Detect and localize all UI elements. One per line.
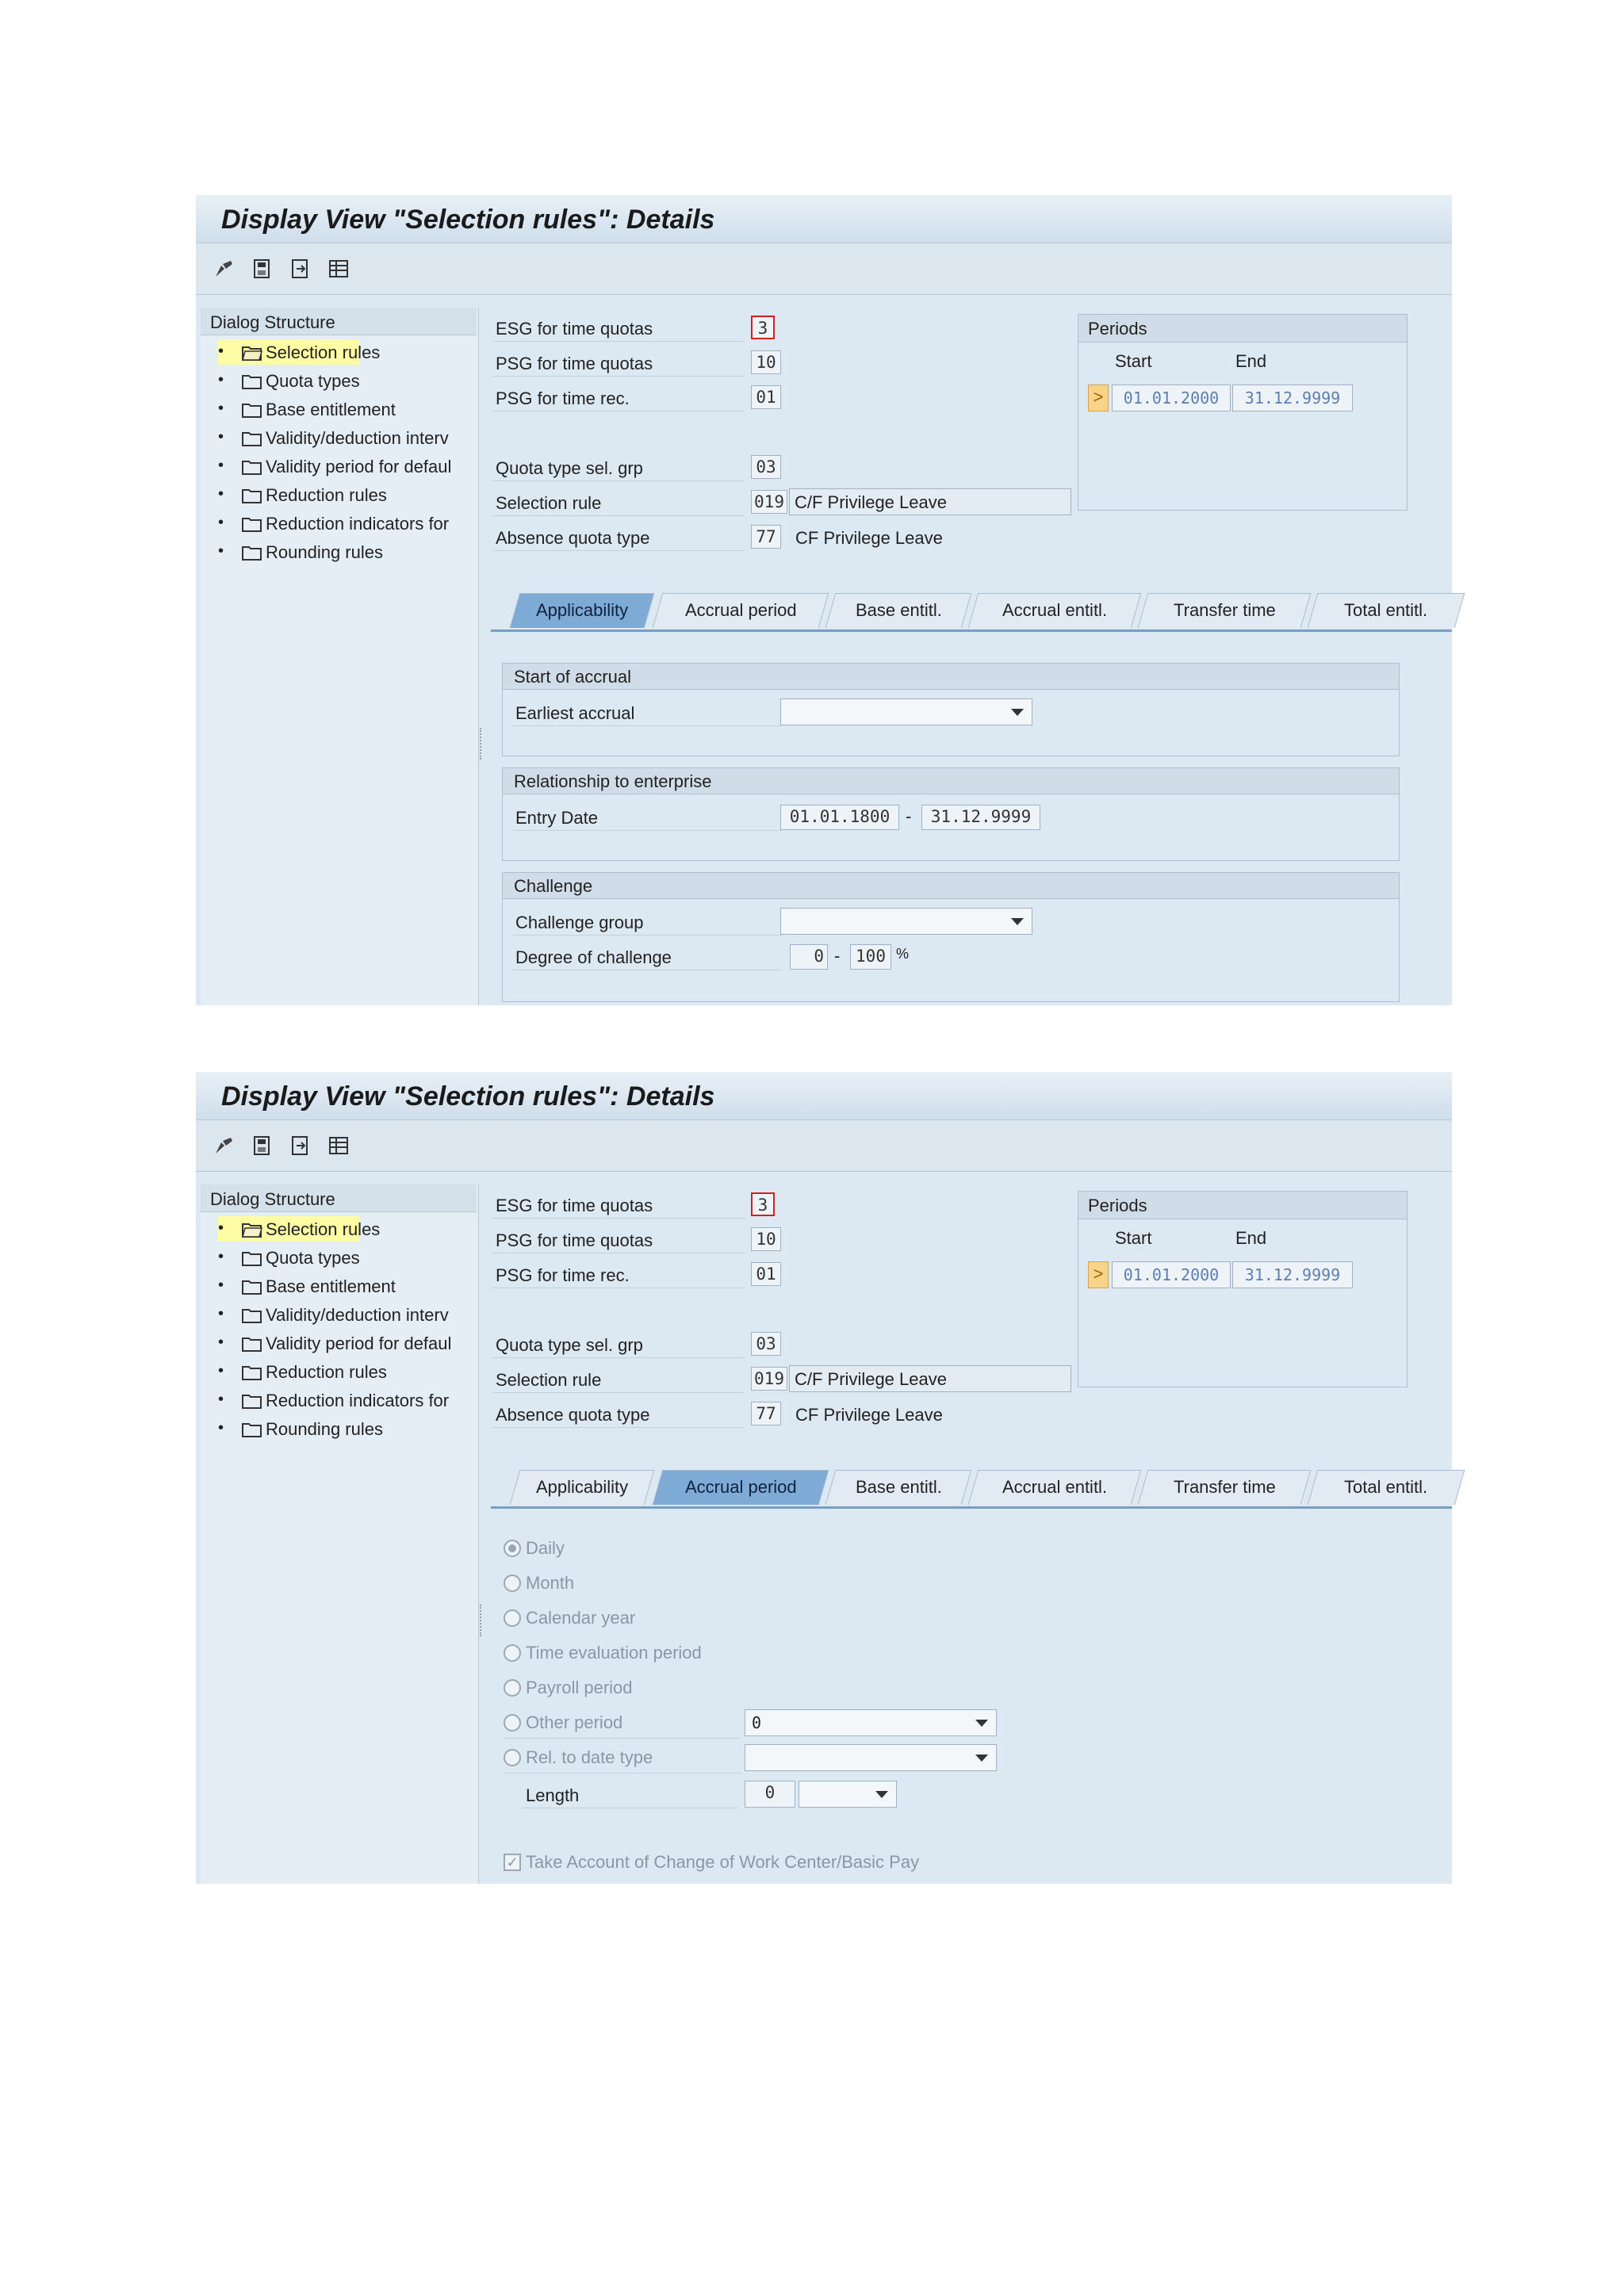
selection-rule-desc: C/F Privilege Leave xyxy=(789,1365,1071,1392)
radio-button[interactable] xyxy=(504,1749,521,1766)
group-title: Challenge xyxy=(514,876,593,896)
open-folder-icon xyxy=(242,345,262,361)
esg-field[interactable]: 3 xyxy=(751,316,775,339)
folder-icon xyxy=(242,1422,262,1437)
psg-quotas-label: PSG for time quotas xyxy=(492,1224,745,1253)
start-header: Start xyxy=(1115,1228,1152,1248)
periods-title: Periods xyxy=(1088,319,1147,339)
tree-item-base-entitlement[interactable]: • Base entitlement xyxy=(218,1276,396,1296)
folder-icon xyxy=(242,545,262,561)
tab-transfer-time[interactable]: Transfer time xyxy=(1138,593,1312,628)
period-end-field[interactable]: 31.12.9999 xyxy=(1232,385,1353,411)
absence-quota-desc: CF Privilege Leave xyxy=(795,528,943,548)
splitter-handle[interactable] xyxy=(480,1605,484,1636)
degree-from-field[interactable]: 0 xyxy=(790,944,828,970)
save-icon[interactable] xyxy=(251,1135,274,1157)
quota-grp-field[interactable]: 03 xyxy=(751,455,781,479)
title-bar xyxy=(196,195,1452,243)
esg-label: ESG for time quotas xyxy=(492,312,745,342)
start-of-accrual-group xyxy=(502,663,1400,756)
open-folder-icon xyxy=(242,1222,262,1238)
challenge-group-dropdown[interactable] xyxy=(780,908,1032,935)
esg-field[interactable]: 3 xyxy=(751,1192,775,1216)
save-icon[interactable] xyxy=(251,258,274,280)
tab-base-entitl[interactable]: Base entitl. xyxy=(825,1470,972,1505)
esg-label: ESG for time quotas xyxy=(492,1189,745,1219)
radio-rel-to-date-type[interactable]: Rel. to date type xyxy=(504,1744,741,1774)
folder-icon xyxy=(242,516,262,532)
folder-icon xyxy=(242,430,262,446)
tree-item-reduction-rules[interactable]: • Reduction rules xyxy=(218,1362,387,1382)
periods-box xyxy=(1078,314,1408,511)
table-icon[interactable] xyxy=(327,258,350,280)
change-icon[interactable] xyxy=(213,258,236,280)
end-header: End xyxy=(1235,351,1267,371)
earliest-accrual-label: Earliest accrual xyxy=(512,697,782,726)
absence-quota-label: Absence quota type xyxy=(492,1399,745,1428)
period-end-field[interactable]: 31.12.9999 xyxy=(1232,1261,1353,1288)
tab-total-entitl[interactable]: Total entitl. xyxy=(1308,1470,1465,1505)
tree-item-quota-types[interactable]: • Quota types xyxy=(218,371,360,391)
tree-item-selection-rules[interactable]: • Selection rules xyxy=(218,339,359,365)
tab-accrual-period[interactable]: Accrual period xyxy=(653,593,829,628)
screenshot-accrual-period: Display View "Selection rules": Details Dialog Structure • Selection rules • Quota types • Base entitlement • Validity/deduction interv • Validity period for defaul • Reduction rules • Reduction indicators for • Rounding rules ESG for time quotas 3 PSG for time quotas 10 PSG for time rec. 01 Quota type sel. grp 03 Selection rule 019 C/F Privilege Leave Absence quota type 77 CF Privilege Leave Periods Start End > 01.01.2000 31.12.9999 Applicability Accrual period Base entitl. Accrual entitl. Transfer time Total entitl. Daily Month Calendar year Time evaluation period Payroll period Other period 0 Rel. to date type Length 0 ✓ Take Account of Change of Work Center/Basic Pay xyxy=(196,1072,1452,1884)
quota-grp-field[interactable]: 03 xyxy=(751,1332,781,1356)
splitter-handle[interactable] xyxy=(480,728,484,760)
absence-quota-field[interactable]: 77 xyxy=(751,1402,781,1425)
tree-item-rounding-rules[interactable]: • Rounding rules xyxy=(218,542,383,562)
dialog-structure-panel xyxy=(201,308,479,1005)
quota-grp-label: Quota type sel. grp xyxy=(492,452,745,481)
selected-row-marker[interactable]: > xyxy=(1088,385,1109,411)
range-dash: - xyxy=(834,946,841,966)
selection-rule-field[interactable]: 019 xyxy=(751,1367,787,1391)
tree-item-reduction-rules[interactable]: • Reduction rules xyxy=(218,485,387,505)
checkbox[interactable]: ✓ xyxy=(504,1854,521,1871)
radio-button[interactable] xyxy=(504,1714,521,1732)
length-label: Length xyxy=(523,1779,738,1808)
tree-item-validity-deduction[interactable]: • Validity/deduction interv xyxy=(218,428,449,448)
date-type-dropdown[interactable] xyxy=(745,1744,997,1771)
folder-icon xyxy=(242,402,262,418)
page-title: Display View "Selection rules": Details xyxy=(221,205,715,235)
folder-icon xyxy=(242,1279,262,1295)
folder-icon xyxy=(242,488,262,503)
radio-button[interactable] xyxy=(504,1644,521,1662)
earliest-accrual-dropdown[interactable] xyxy=(780,698,1032,725)
radio-other-period[interactable]: Other period xyxy=(504,1709,741,1739)
tab-applicability[interactable]: Applicability xyxy=(510,1470,655,1505)
length-unit-dropdown[interactable] xyxy=(799,1781,897,1808)
entry-date-from[interactable]: 01.01.1800 xyxy=(780,805,899,830)
range-dash: - xyxy=(906,806,912,826)
tab-total-entitl[interactable]: Total entitl. xyxy=(1308,593,1465,628)
tab-transfer-time[interactable]: Transfer time xyxy=(1138,1470,1312,1505)
export-icon[interactable] xyxy=(289,1135,312,1157)
tabstrip xyxy=(491,1470,1452,1509)
toolbar xyxy=(196,1120,1452,1172)
quota-grp-label: Quota type sel. grp xyxy=(492,1329,745,1358)
absence-quota-desc: CF Privilege Leave xyxy=(795,1405,943,1425)
tab-accrual-entitl[interactable]: Accrual entitl. xyxy=(968,593,1142,628)
folder-icon xyxy=(242,1250,262,1266)
folder-icon xyxy=(242,1307,262,1323)
chevron-down-icon xyxy=(975,1720,988,1727)
chevron-down-icon xyxy=(875,1791,888,1798)
period-start-field[interactable]: 01.01.2000 xyxy=(1112,1261,1231,1288)
challenge-group-label: Challenge group xyxy=(512,906,782,936)
selection-rule-label: Selection rule xyxy=(492,1364,745,1393)
radio-button[interactable] xyxy=(504,1540,521,1557)
selection-rule-field[interactable]: 019 xyxy=(751,490,787,514)
tab-base-entitl[interactable]: Base entitl. xyxy=(825,593,972,628)
chevron-down-icon xyxy=(1011,709,1024,716)
chevron-down-icon xyxy=(1011,918,1024,925)
selection-rule-label: Selection rule xyxy=(492,487,745,516)
other-period-dropdown[interactable]: 0 xyxy=(745,1709,997,1736)
tree-item-validity-deduction[interactable]: • Validity/deduction interv xyxy=(218,1305,449,1325)
tree-item-reduction-indicators[interactable]: • Reduction indicators for xyxy=(218,1391,450,1410)
table-icon[interactable] xyxy=(327,1135,350,1157)
screenshot-applicability xyxy=(196,195,1452,1005)
start-header: Start xyxy=(1115,351,1152,371)
tabstrip xyxy=(491,593,1452,632)
toolbar xyxy=(196,243,1452,295)
psg-quotas-field[interactable]: 10 xyxy=(751,1227,781,1251)
psg-quotas-label: PSG for time quotas xyxy=(492,347,745,377)
periods-box xyxy=(1078,1191,1408,1387)
entry-date-to[interactable]: 31.12.9999 xyxy=(921,805,1040,830)
dialog-structure-title: Dialog Structure xyxy=(210,312,335,332)
tree-item-quota-types[interactable]: • Quota types xyxy=(218,1248,360,1268)
end-header: End xyxy=(1235,1228,1267,1248)
absence-quota-label: Absence quota type xyxy=(492,522,745,551)
tree-item-reduction-indicators[interactable]: • Reduction indicators for xyxy=(218,514,450,534)
degree-to-field[interactable]: 100 xyxy=(850,944,891,970)
tab-accrual-period[interactable]: Accrual period xyxy=(653,1470,829,1505)
group-title: Start of accrual xyxy=(514,667,631,687)
degree-of-challenge-label: Degree of challenge xyxy=(512,941,782,970)
tree-item-rounding-rules[interactable]: • Rounding rules xyxy=(218,1419,383,1439)
page-title: Display View "Selection rules": Details xyxy=(221,1081,715,1112)
folder-icon xyxy=(242,1393,262,1409)
tree-item-selection-rules[interactable]: • Selection rules xyxy=(218,1216,359,1242)
psg-rec-field[interactable]: 01 xyxy=(751,385,781,409)
dialog-structure-header xyxy=(201,308,477,335)
folder-icon xyxy=(242,373,262,389)
period-start-field[interactable]: 01.01.2000 xyxy=(1112,385,1231,411)
title-bar xyxy=(196,1072,1452,1120)
radio-button[interactable] xyxy=(504,1609,521,1627)
chevron-down-icon xyxy=(975,1755,988,1762)
radio-button[interactable] xyxy=(504,1679,521,1697)
entry-date-label: Entry Date xyxy=(512,802,782,831)
tree-item-base-entitlement[interactable]: • Base entitlement xyxy=(218,400,396,419)
percent-unit: % xyxy=(896,946,910,962)
tree-item-validity-period[interactable]: • Validity period for defaul xyxy=(218,1334,452,1353)
challenge-group xyxy=(502,872,1400,1002)
psg-rec-label: PSG for time rec. xyxy=(492,1259,745,1288)
psg-rec-field[interactable]: 01 xyxy=(751,1262,781,1286)
tree-item-validity-period[interactable]: • Validity period for defaul xyxy=(218,457,452,476)
selection-rule-desc: C/F Privilege Leave xyxy=(789,488,1071,515)
absence-quota-field[interactable]: 77 xyxy=(751,525,781,549)
dialog-structure-header xyxy=(201,1184,477,1212)
change-icon[interactable] xyxy=(213,1135,236,1157)
psg-rec-label: PSG for time rec. xyxy=(492,382,745,411)
dialog-structure-title: Dialog Structure xyxy=(210,1189,335,1209)
folder-icon xyxy=(242,1364,262,1380)
dialog-structure-panel xyxy=(201,1184,479,1884)
relationship-group xyxy=(502,767,1400,861)
tab-accrual-entitl[interactable]: Accrual entitl. xyxy=(968,1470,1142,1505)
folder-icon xyxy=(242,459,262,475)
radio-button[interactable] xyxy=(504,1575,521,1592)
group-title: Relationship to enterprise xyxy=(514,771,712,791)
export-icon[interactable] xyxy=(289,258,312,280)
length-field[interactable]: 0 xyxy=(745,1781,795,1808)
folder-icon xyxy=(242,1336,262,1352)
selected-row-marker[interactable]: > xyxy=(1088,1261,1109,1288)
tab-applicability[interactable]: Applicability xyxy=(510,593,655,628)
psg-quotas-field[interactable]: 10 xyxy=(751,350,781,374)
periods-title: Periods xyxy=(1088,1196,1147,1215)
